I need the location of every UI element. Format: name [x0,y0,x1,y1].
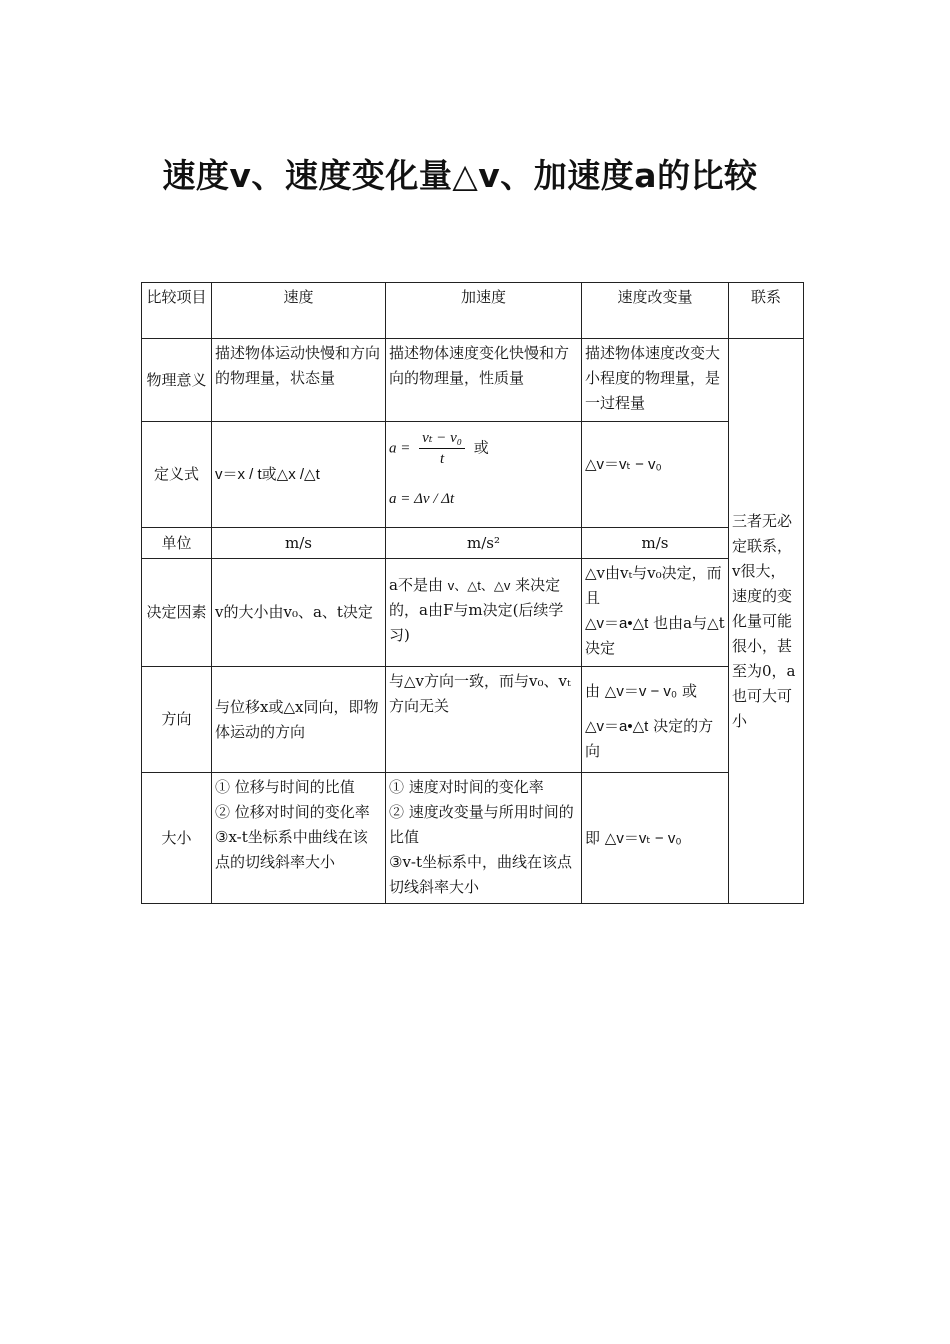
row-label-factors: 决定因素 [142,559,212,667]
header-relation: 联系 [729,283,804,339]
accel-factors-formula: v、△t、△v [447,578,511,593]
cell-velocity-meaning: 描述物体运动快慢和方向的物理量，状态量 [212,339,386,422]
velocity-magnitude-line: ③x-t坐标系中曲线在该点的切线斜率大小 [215,828,368,871]
cell-change-meaning: 描述物体速度改变大小程度的物理量，是一过程量 [582,339,729,422]
row-label-physical-meaning: 物理意义 [142,339,212,422]
cell-velocity-unit: m/s [212,528,386,559]
change-direction-line1 [585,679,725,704]
row-label-definition: 定义式 [142,422,212,528]
acceleration-fraction-formula [389,428,578,469]
row-label-magnitude: 大小 [142,773,212,904]
cell-change-unit: m/s [582,528,729,559]
cell-acceleration-definition [386,422,582,528]
accel-fraction [419,428,465,469]
accel-factors-text [389,573,578,648]
change-direction-or: 或 [681,682,697,700]
accel-numerator: vₜ − v₀ [419,428,465,449]
row-physical-meaning [142,339,804,422]
change-direction-pre: 由 [585,682,601,700]
page-title: 速度v、速度变化量△v、加速度a的比较 [162,156,758,195]
accel-magnitude-line: ① 速度对时间的变化率 [389,778,544,796]
row-label-unit: 单位 [142,528,212,559]
cell-acceleration-factors [386,559,582,667]
change-direction-post: 决定的方向 [585,717,714,760]
change-formula: △v＝vₜ − v₀ [585,456,662,473]
change-factors-pre: △v由vₜ与v₀决定，而且 [585,564,722,607]
acceleration-delta-formula: a = Δv / Δt [389,491,455,507]
cell-acceleration-magnitude [386,773,582,904]
cell-change-magnitude [582,773,729,904]
accel-or: 或 [473,438,489,457]
accel-lhs: a = [389,440,411,457]
accel-magnitude-line: ② 速度改变量与所用时间的比值 [389,803,574,846]
accel-factors-pre: a不是由 [389,576,443,594]
change-direction-line2 [585,714,725,764]
velocity-formula: v＝x / t或△x /△t [215,466,320,483]
cell-acceleration-meaning: 描述物体速度变化快慢和方向的物理量，性质量 [386,339,582,422]
cell-acceleration-unit: m/s² [386,528,582,559]
change-factors-formula: △v＝a•△t [585,615,649,632]
change-direction-formula2: △v＝a•△t [585,718,649,735]
change-factors-post: 也由a与△t决定 [585,614,725,657]
change-magnitude-formula: △v＝vₜ − v₀ [604,829,682,847]
row-definition [142,422,804,528]
header-velocity-change: 速度改变量 [582,283,729,339]
cell-change-direction [582,667,729,773]
velocity-magnitude-line: ② 位移对时间的变化率 [215,803,370,821]
cell-relation: 三者无必定联系，v很大，速度的变化量可能很小，甚至为0，a也可大可小 [729,339,804,904]
cell-acceleration-direction: 与△v方向一致，而与v₀、vₜ方向无关 [386,667,582,773]
row-direction [142,667,804,773]
cell-velocity-factors: v的大小由v₀、a、t决定 [212,559,386,667]
header-acceleration: 加速度 [386,283,582,339]
cell-velocity-definition [212,422,386,528]
change-magnitude-pre: 即 [585,828,601,847]
change-direction-formula1: △v＝v − v₀ [604,683,678,700]
cell-change-definition [582,422,729,528]
cell-velocity-magnitude [212,773,386,904]
row-factors [142,559,804,667]
accel-magnitude-line: ③v-t坐标系中，曲线在该点切线斜率大小 [389,853,573,896]
row-magnitude [142,773,804,904]
row-unit [142,528,804,559]
velocity-magnitude-line: ① 位移与时间的比值 [215,778,355,796]
cell-velocity-direction: 与位移x或△x同向，即物体运动的方向 [212,667,386,773]
comparison-table [141,282,804,904]
row-label-direction: 方向 [142,667,212,773]
header-row [142,283,804,339]
cell-change-factors [582,559,729,667]
accel-factors-post: 来决定的，a由F与m决定(后续学习) [389,576,564,644]
accel-denominator: t [440,451,445,467]
header-compare-item: 比较项目 [142,283,212,339]
header-velocity: 速度 [212,283,386,339]
